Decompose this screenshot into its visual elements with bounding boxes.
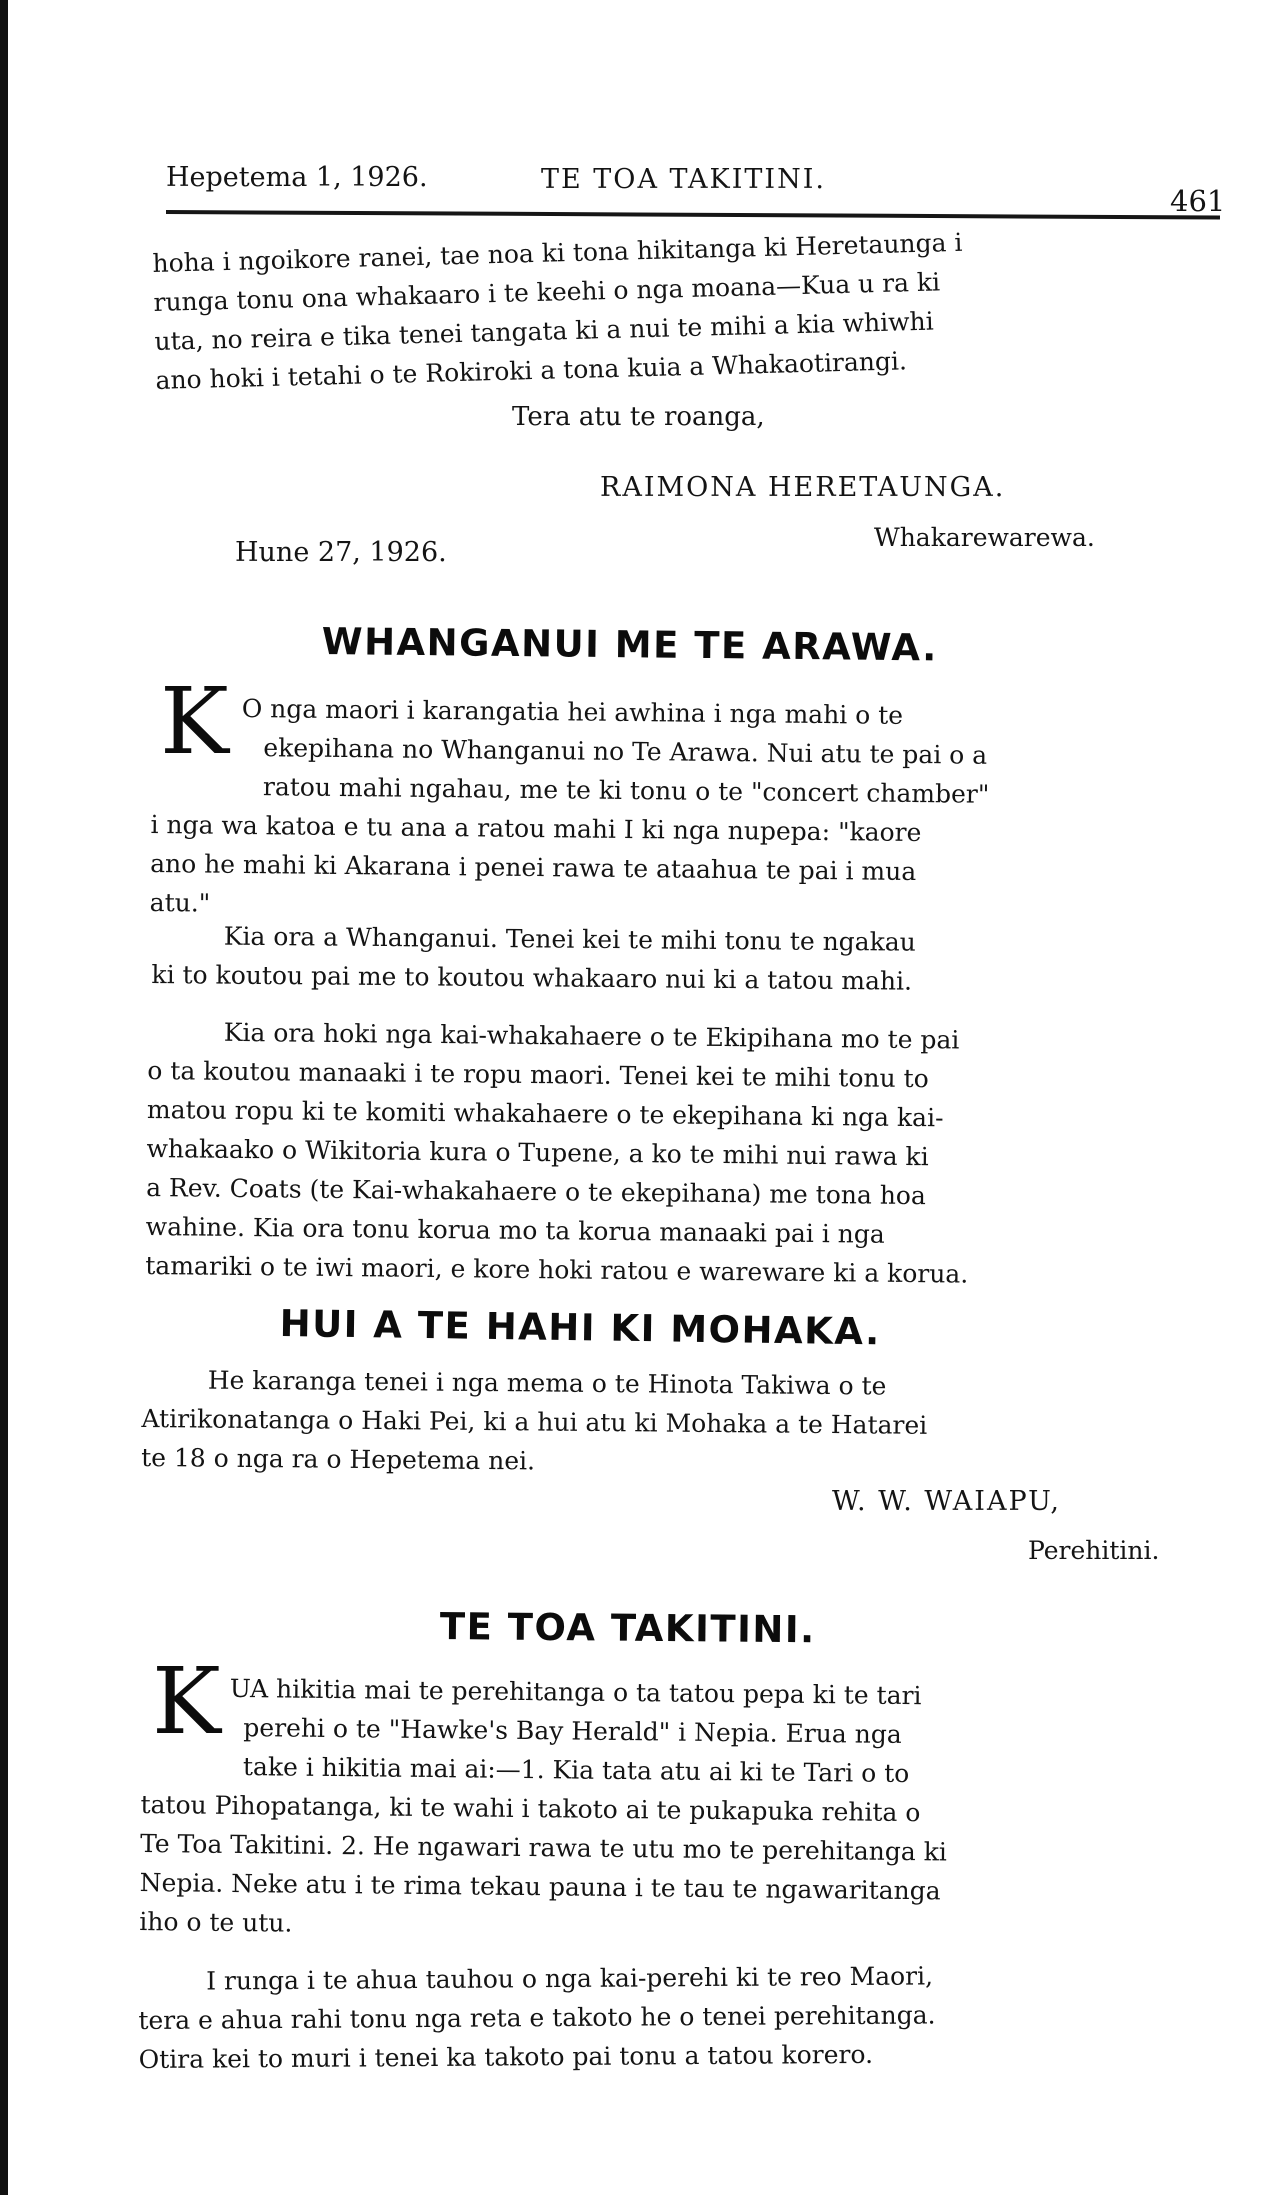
text-line: O nga maori i karangatia hei awhina i nga mahi o te	[241, 693, 904, 730]
text-line: matou ropu ki te komiti whakahaere o te ekepihana ki nga kai-	[146, 1094, 944, 1133]
letter-closing: Tera atu te roanga,	[512, 402, 765, 432]
text-line: Nepia. Neke atu i te rima tekau pauna i te tau te ngawaritanga	[139, 1867, 941, 1906]
text-line: ki to koutou pai me to koutou whakaaro nui ki a tatou mahi.	[151, 959, 913, 996]
text-line: Otira kei to muri i tenei ka takoto pai tonu a tatou korero.	[138, 2039, 874, 2074]
text-line: ekepihana no Whanganui no Te Arawa. Nui atu te pai o a	[263, 733, 988, 770]
hui-signature-title: Perehitini.	[1028, 1536, 1160, 1565]
text-line: wahine. Kia ora tonu korua mo ta korua manaaki pai i nga	[145, 1211, 885, 1249]
text-line: UA hikitia mai te perehitanga o ta tatou pepa ki te tari	[229, 1673, 922, 1711]
text-line: a Rev. Coats (te Kai-whakahaere o te ekepihana) me tona hoa	[146, 1172, 927, 1211]
text-line: te 18 o nga ra o Hepetema nei.	[141, 1442, 536, 1476]
text-line: o ta koutou manaaki i te ropu maori. Tenei kei te mihi tonu to	[147, 1055, 929, 1094]
text-line: Te Toa Takitini. 2. He ngawari rawa te utu mo te perehitanga ki	[140, 1828, 948, 1867]
text-line: ratou mahi ngahau, me te ki tonu o te "concert chamber"	[262, 772, 990, 809]
text-line: Atirikonatanga o Haki Pei, ki a hui atu ki Mohaka a te Hatarei	[141, 1403, 928, 1440]
te-toa-paragraph-1	[139, 1668, 1214, 1952]
text-line: iho o te utu.	[139, 1906, 293, 1938]
section-heading-whanganui: WHANGANUI ME TE ARAWA.	[321, 620, 939, 670]
running-header-title: TE TOA TAKITINI.	[541, 164, 826, 195]
text-line: i nga wa katoa e tu ana a ratou mahi I ki nga nupepa: "kaore	[150, 809, 922, 848]
text-line: tamariki o te iwi maori, e kore hoki ratou e wareware ki a korua.	[145, 1250, 969, 1289]
text-line: ano he mahi ki Akarana i penei rawa te ataahua te pai i mua	[150, 848, 917, 887]
whanganui-paragraph-2	[151, 916, 1214, 1003]
letter-date: Hune 27, 1926.	[235, 537, 447, 568]
whanganui-paragraph-3	[145, 1012, 1214, 1296]
section-heading-te-toa-takitini: TE TOA TAKITINI.	[439, 1605, 816, 1652]
text-line: uta, no reira e tika tenei tangata ki a nui te mihi a kia whiwhi	[154, 306, 935, 356]
text-line: ano hoki i tetahi o te Rokiroki a tona kuia a Whakaotirangi.	[155, 346, 908, 395]
text-line: runga tonu ona whakaaro i te keehi o nga moana—Kua u ra ki	[153, 267, 941, 317]
letter-end-paragraph	[152, 216, 1222, 400]
section-heading-hui: HUI A TE HAHI KI MOHAKA.	[279, 1302, 881, 1354]
text-line: hoha i ngoikore ranei, tae noa ki tona hikitanga ki Heretaunga i	[152, 227, 963, 278]
text-line: Kia ora a Whanganui. Tenei kei te mihi tonu te ngakau	[223, 921, 916, 957]
page-number: 461	[1170, 184, 1226, 218]
hui-signature-name: W. W. WAIAPU,	[832, 1486, 1062, 1517]
text-line: perehi o te "Hawke's Bay Herald" i Nepia. Erua nga	[243, 1713, 902, 1749]
running-header-date: Hepetema 1, 1926.	[166, 162, 428, 193]
hui-paragraph	[141, 1360, 1214, 1486]
text-line: He karanga tenei i nga mema o te Hinota Takiwa o te	[207, 1365, 887, 1401]
text-line: tatou Pihopatanga, ki te wahi i takoto ai te pukapuka rehita o	[140, 1789, 921, 1828]
whanganui-paragraph-1	[150, 688, 1214, 933]
drop-cap-k: K	[152, 1648, 221, 1755]
header-rule	[166, 210, 1220, 220]
text-line: Kia ora hoki nga kai-whakahaere o te Ekipihana mo te pai	[223, 1017, 960, 1055]
letter-place: Whakarewarewa.	[874, 523, 1095, 552]
letter-signature-name: RAIMONA HERETAUNGA.	[600, 472, 1006, 503]
te-toa-paragraph-2	[138, 1954, 1215, 2079]
text-line: atu."	[149, 887, 211, 918]
text-line: I runga i te ahua tauhou o nga kai-perehi ki te reo Maori,	[206, 1961, 934, 1996]
drop-cap-k: K	[160, 668, 229, 775]
text-line: take i hikitia mai ai:—1. Kia tata atu ai ki te Tari o to	[242, 1752, 910, 1789]
text-line: whakaako o Wikitoria kura o Tupene, a ko te mihi nui rawa ki	[146, 1133, 929, 1172]
text-line: tera e ahua rahi tonu nga reta e takoto he o tenei perehitanga.	[138, 2000, 936, 2035]
page-binding-edge	[0, 0, 8, 2195]
